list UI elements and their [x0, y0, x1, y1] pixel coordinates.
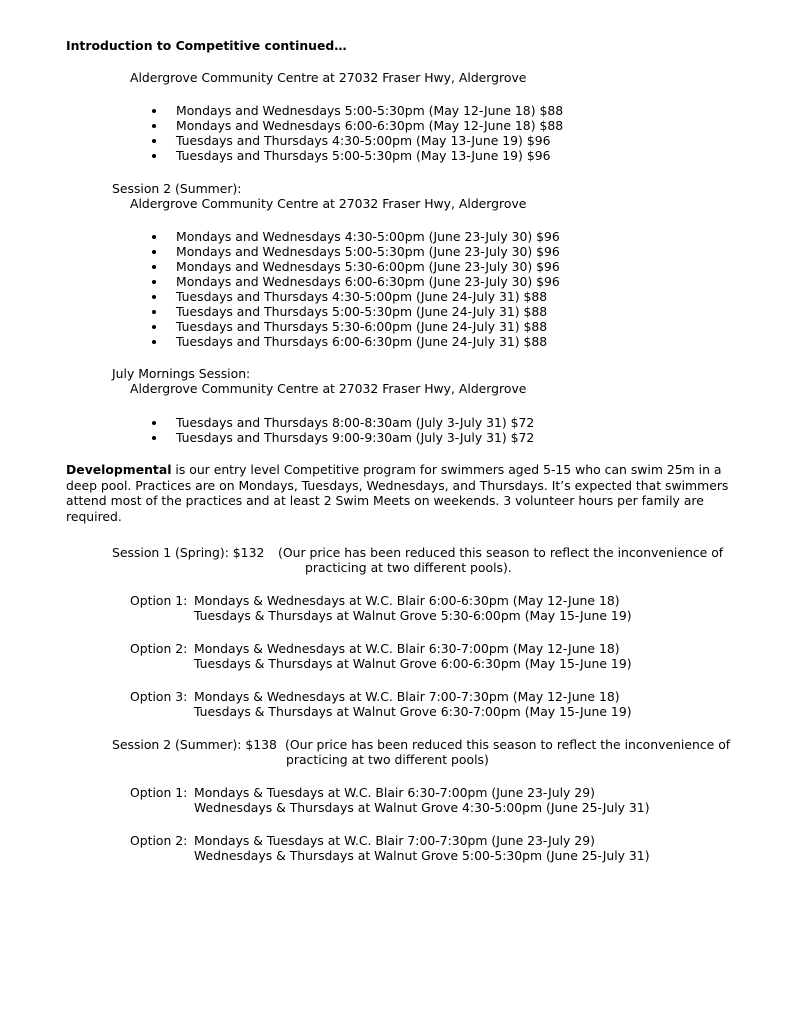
option-label: Option 1:	[130, 593, 188, 608]
dev-session2-label: Session 2 (Summer): $138	[112, 737, 277, 752]
bullet-icon	[152, 109, 156, 113]
option-line: Mondays & Tuesdays at W.C. Blair 6:30-7:00pm (June 23-July 29)	[194, 785, 595, 800]
dev-session1-note: (Our price has been reduced this season to reflect the inconvenience of	[278, 545, 724, 560]
developmental-paragraph	[66, 462, 736, 524]
option-line: Tuesdays & Thursdays at Walnut Grove 6:30-7:00pm (May 15-June 19)	[194, 704, 632, 719]
bullet-icon	[152, 154, 156, 158]
option-line: Mondays & Wednesdays at W.C. Blair 7:00-7:30pm (May 12-June 18)	[194, 689, 620, 704]
bullet-icon	[152, 139, 156, 143]
section-heading: Introduction to Competitive continued…	[66, 38, 347, 53]
option-line: Wednesdays & Thursdays at Walnut Grove 5:00-5:30pm (June 25-July 31)	[194, 848, 650, 863]
developmental-title: Developmental	[66, 462, 172, 477]
bullet-icon	[152, 250, 156, 254]
bullet-icon	[152, 310, 156, 314]
july-session-location: Aldergrove Community Centre at 27032 Fraser Hwy, Aldergrove	[130, 381, 527, 396]
option-line: Mondays & Wednesdays at W.C. Blair 6:30-7:00pm (May 12-June 18)	[194, 641, 620, 656]
bullet-icon	[152, 325, 156, 329]
bullet-icon	[152, 340, 156, 344]
option-label: Option 2:	[130, 641, 188, 656]
dev-session1-label: Session 1 (Spring): $132	[112, 545, 265, 560]
option-label: Option 1:	[130, 785, 188, 800]
option-line: Tuesdays & Thursdays at Walnut Grove 6:00-6:30pm (May 15-June 19)	[194, 656, 632, 671]
bullet-icon	[152, 295, 156, 299]
july-session-label: July Mornings Session:	[112, 366, 251, 381]
option-line: Wednesdays & Thursdays at Walnut Grove 4:30-5:00pm (June 25-July 31)	[194, 800, 650, 815]
document-page: Introduction to Competitive continued… Aldergrove Community Centre at 27032 Fraser Hwy, Aldergrove Mondays and Wednesdays 5:00-5:30pm (May 12-June 18) $88 Mondays and Wednesdays 6:00-6:30pm (May 12-June 18) $88 Tuesdays and Thursdays 4:30-5:00pm (May 13-June 19) $96 Tuesdays and Thursdays 5:00-5:30pm (May 13-June 19) $96 Session 2 (Summer): Aldergrove Community Centre at 27032 Fraser Hwy, Aldergrove Mondays and Wednesdays 4:30-5:00pm (June 23-July 30) $96 Mondays and Wednesdays 5:00-5:30pm (June 23-July 30) $96 Mondays and Wednesdays 5:30-6:00pm (June 23-July 30) $96 Mondays and Wednesdays 6:00-6:30pm (June 23-July 30) $96 Tuesdays and Thursdays 4:30-5:00pm (June 24-July 31) $88 Tuesdays and Thursdays 5:00-5:30pm (June 24-July 31) $88 Tuesdays and Thursdays 5:30-6:00pm (June 24-July 31) $88 Tuesdays and Thursdays 6:00-6:30pm (June 24-July 31) $88 July Mornings Session: Aldergrove Community Centre at 27032 Fraser Hwy, Aldergrove Tuesdays and Thursdays 8:00-8:30am (July 3-July 31) $72 Tuesdays and Thursdays 9:00-9:30am (July 3-July 31) $72 Developmental is our entry level Competitive program for swimmers aged 5-15 who can swim 25m in a deep pool. Practices are on Mondays, Tuesdays, Wednesdays, and Thursdays. It’s expected that swimmers attend most of the practices and at least 2 Swim Meets on weekends. 3 volunteer hours per family are required. Session 1 (Spring): $132 (Our price has been reduced this season to reflect the inconvenience of practicing at two different pools). Option 1: Mondays & Wednesdays at W.C. Blair 6:00-6:30pm (May 12-June 18) Tuesdays & Thursdays at Walnut Grove 5:30-6:00pm (May 15-June 19) Option 2: Mondays & Wednesdays at W.C. Blair 6:30-7:00pm (May 12-June 18) Tuesdays & Thursdays at Walnut Grove 6:00-6:30pm (May 15-June 19) Option 3: Mondays & Wednesdays at W.C. Blair 7:00-7:30pm (May 12-June 18) Tuesdays & Thursdays at Walnut Grove 6:30-7:00pm (May 15-June 19) Session 2 (Summer): $138 (Our price has been reduced this season to reflect the inconvenience of practicing at two different pools) Option 1: Mondays & Tuesdays at W.C. Blair 6:30-7:00pm (June 23-July 29) Wednesdays & Thursdays at Walnut Grove 4:30-5:00pm (June 25-July 31) Option 2: Mondays & Tuesdays at W.C. Blair 7:00-7:30pm (June 23-July 29) Wednesdays & Thursdays at Walnut Grove 5:00-5:30pm (June 25-July 31)	[0, 0, 791, 1024]
bullet-icon	[152, 436, 156, 440]
dev-session2-note: (Our price has been reduced this season to reflect the inconvenience of	[285, 737, 731, 752]
bullet-icon	[152, 280, 156, 284]
developmental-description: is our entry level Competitive program for swimmers aged 5-15 who can swim 25m in a deep pool. Practices are on Mondays, Tuesdays, Wednesdays, and Thursdays. It’s expected that swimmers attend most of the practices and at least 2 Swim Meets on weekends. 3 volunteer hours per family are required.	[66, 462, 729, 524]
bullet-icon	[152, 235, 156, 239]
bullet-icon	[152, 265, 156, 269]
option-line: Mondays & Wednesdays at W.C. Blair 6:00-6:30pm (May 12-June 18)	[194, 593, 620, 608]
dev-session1-note-cont: practicing at two different pools).	[305, 560, 512, 575]
option-line: Tuesdays & Thursdays at Walnut Grove 5:30-6:00pm (May 15-June 19)	[194, 608, 632, 623]
bullet-icon	[152, 421, 156, 425]
option-label: Option 2:	[130, 833, 188, 848]
session2-label: Session 2 (Summer):	[112, 181, 242, 196]
option-line: Mondays & Tuesdays at W.C. Blair 7:00-7:30pm (June 23-July 29)	[194, 833, 595, 848]
option-label: Option 3:	[130, 689, 188, 704]
bullet-icon	[152, 124, 156, 128]
dev-session2-note-cont: practicing at two different pools)	[286, 752, 489, 767]
session1-location: Aldergrove Community Centre at 27032 Fraser Hwy, Aldergrove	[130, 70, 527, 85]
session2-location: Aldergrove Community Centre at 27032 Fraser Hwy, Aldergrove	[130, 196, 527, 211]
